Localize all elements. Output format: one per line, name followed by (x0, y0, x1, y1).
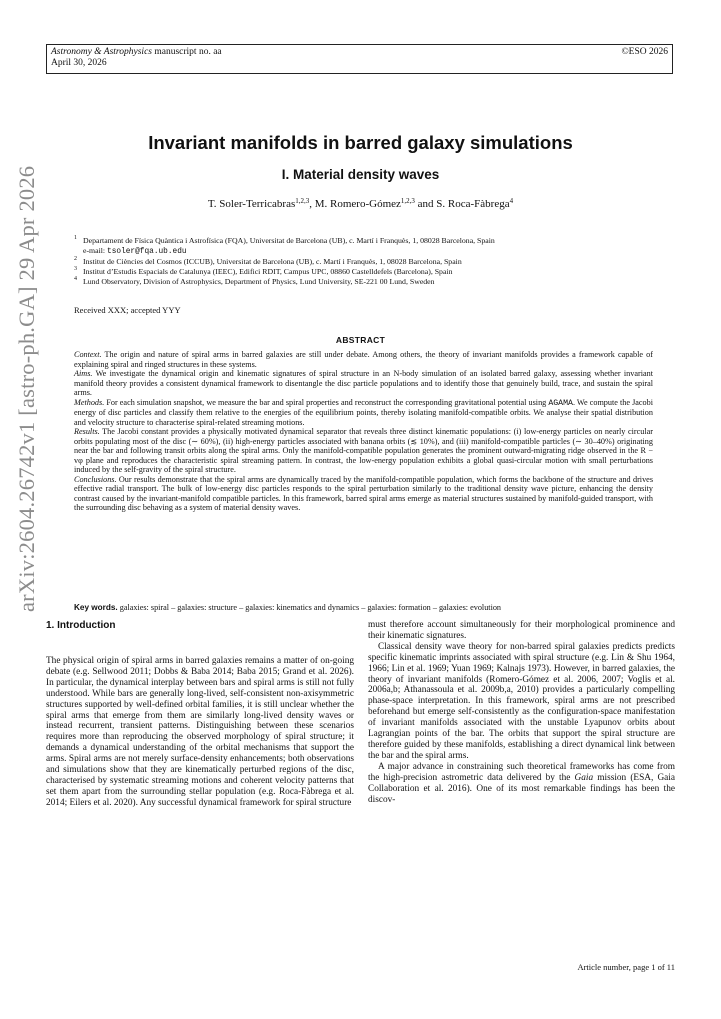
email-label: e-mail: (83, 245, 108, 255)
mission-name: Gaia (574, 772, 594, 783)
abstract-body (74, 350, 653, 513)
abstract-methods (74, 398, 653, 428)
affiliation-item (74, 277, 674, 287)
paragraph-text: A major advance in constraining such theoretical frameworks has come from the high-precision astrometric data delivered by the (368, 761, 675, 783)
conclusions-label: Conclusions. (74, 474, 117, 484)
affiliation-text: Institut de Ciències del Cosmos (ICCUB), Universitat de Barcelona (UB), c. Martí i Franquès, 1, 08028 Barcelona, Spain (83, 257, 462, 267)
abstract-results (74, 427, 653, 475)
journal-header (46, 44, 673, 74)
affiliations (74, 236, 674, 287)
right-column (368, 620, 675, 805)
paper-subtitle: I. Material density waves (281, 167, 440, 182)
keywords-text: galaxies: spiral – galaxies: structure – galaxies: kinematics and dynamics – galaxies: formation – galaxies: evolution (117, 603, 502, 612)
manuscript-number: manuscript no. aa (151, 47, 222, 57)
keywords (74, 603, 654, 612)
affiliation-number: 4 (74, 275, 77, 282)
author-affiliation-marks: 4 (509, 197, 514, 205)
affiliation-number: 3 (74, 266, 77, 273)
affiliation-item (74, 267, 674, 277)
methods-text: For each simulation snapshot, we measure the bar and spiral properties and reconstruct the corresponding gravitational potential using (104, 397, 549, 407)
abstract-conclusions (74, 475, 653, 513)
context-text: The origin and nature of spiral arms in barred galaxies are still under debate. Among others, the theory of invariant manifolds provides a framework capable of explaining spiral and ringed structures in these systems. (74, 350, 653, 369)
left-column (46, 656, 354, 809)
affiliation-number: 2 (74, 256, 77, 263)
conclusions-text: Our results demonstrate that the spiral arms are dynamically traced by the manifold-compatible population, which forms the backbone of the structure and drives effective radial transport. The bulk of low-energy disc particles responds to the spiral perturbation similarly to the traditional density wave picture, enhancing the density contrast caused by the invariant-manifold compatible particles. In this framework, barred spiral arms emerge as material structures sustained by manifold-guided transport, with the surrounding disc behaving as a system of material density waves. (74, 474, 653, 512)
affiliation-text: Lund Observatory, Division of Astrophysics, Department of Physics, Lund University, SE-221 00 Lund, Sweden (83, 276, 435, 286)
paragraph-text-cont: mission (ESA, Gaia Collaboration et al. 2016). One of its most remarkable findings has been the discov- (368, 772, 676, 805)
author-name: , M. Romero-Gómez (309, 198, 401, 210)
copyright: ©ESO 2026 (621, 47, 668, 57)
received-dates: Received XXX; accepted YYY (74, 305, 181, 315)
journal-name: Astronomy & Astrophysics (51, 47, 152, 57)
abstract-context (74, 350, 653, 369)
section-heading: 1. Introduction (46, 620, 116, 631)
arxiv-identifier: arXiv:2604.26742v1 [astro-ph.GA] 29 Apr 2026 (14, 165, 39, 612)
page-footer: Article number, page 1 of 11 (577, 962, 675, 972)
affiliation-item (74, 257, 674, 267)
code-name: AGAMA (548, 398, 573, 408)
author-affiliation-marks: 1,2,3 (400, 197, 415, 205)
paragraph: The physical origin of spiral arms in barred galaxies remains a matter of on-going debate (e.g. Sellwood 2011; Dobbs & Baba 2014; Baba 2015; Grand et al. 2026). In particular, the dynamical interplay between bars and spiral arms is still not fully understood. While bars are generally long-lived, self-consistent non-axisymmetric structures supported by well-defined orbital families, it is still unclear whether the spiral arms that emerge from them are similarly long-lived density waves or instead recurrent, transient patterns. Distinguishing between these scenarios requires more than reproducing the observed morphology of spiral structure; it demands a dynamical understanding of the orbital mechanisms that support the arms. Spiral arms are not merely surface-density enhancements; both observations and simulations show that they are kinematically perturbed regions of the disc, characterised by systematic streaming motions and coherent velocity patterns that set them apart from the surrounding stellar population (e.g. Roca-Fàbrega et al. 2014; Eilers et al. 2020). Any successful dynamical framework for spiral structure (46, 656, 354, 808)
journal-line (51, 47, 668, 58)
affiliation-number: 1 (74, 235, 77, 241)
author-affiliation-marks: 1,2,3 (295, 197, 310, 205)
methods-text-cont: . We compute the Jacobi energy of disc particles and classify them relative to the energies of the equilibrium points, thereby isolating manifold-compatible orbits. We analyse their spatial distribution and velocity structure to characterise spiral-related streaming motions. (74, 397, 653, 427)
email-link[interactable]: tsoler@fqa.ub.edu (107, 247, 187, 256)
author-name: and S. Roca-Fàbrega (414, 198, 510, 210)
results-label: Results. (74, 427, 100, 436)
paragraph (368, 762, 675, 806)
abstract-aims (74, 369, 653, 398)
paper-title: Invariant manifolds in barred galaxy simulations (148, 132, 573, 153)
affiliation-text: Institut d’Estudis Espacials de Catalunya (IEEC), Edifici RDIT, Campus UPC, 08860 Castelldefels (Barcelona), Spain (83, 267, 453, 277)
paragraph: must therefore account simultaneously for their morphological prominence and their kinematic signatures. (368, 620, 675, 641)
results-text: The Jacobi constant provides a physically motivated dynamical separator that reveals three distinct kinematic populations: (i) low-energy particles on nearly circular orbits populating most of the disc (∼ 60%), (ii) high-energy particles associated with banana orbits (≲ 10%), and (iii) manifold-compatible particles (∼ 30–40%) originating near the bar and following transit orbits along the spiral arms. Only the manifold-compatible population generates the prominent outward-migrating ridge observed in the R − vφ plane and reproduces the characteristic spiral streaming pattern. In contrast, the low-energy population exhibits a global quasi-circular motion with small perturbations induced by the self-gravity of the spiral structure. (74, 427, 653, 474)
abstract-heading: ABSTRACT (335, 335, 386, 345)
paragraph: Classical density wave theory for non-barred spiral galaxies predicts predicts specific kinematic imprints associated with spiral structure (e.g. Lin & Shu 1964, 1966; Lin et al. 1969; Yuan 1969; Kalnajs 1973). However, in barred galaxies, the theory of invariant manifolds (Romero-Gómez et al. 2006, 2007; Voglis et al. 2006a,b; Athanassoula et al. 2009b,a, 2010) provides a particularly compelling phase-space interpretation. In this framework, spiral arms are not prescribed beforehand but emerge self-consistently as the configuration-space manifestation of invariant manifolds associated with the unstable Lyapunov orbits about Lagrangian points of the bar. The orbits that support the spiral structure are therefore guided by these manifolds, establishing a direct dynamical link between the bar and the spiral arms. (368, 641, 675, 761)
author-name: T. Soler-Terricabras (207, 198, 296, 210)
context-label: Context. (74, 350, 102, 359)
methods-label: Methods. (74, 397, 105, 407)
affiliation-text: Departament de Física Quàntica i Astrofísica (FQA), Universitat de Barcelona (UB), c. Martí i Franquès, 1, 08028 Barcelona, Spain (83, 236, 495, 245)
affiliation-email (74, 246, 674, 258)
aims-label: Aims. (74, 369, 93, 378)
header-date: April 30, 2026 (51, 58, 107, 68)
keywords-label: Key words. (74, 603, 118, 612)
aims-text: We investigate the dynamical origin and kinematic signatures of spiral structure in an N-body simulation of an isolated barred galaxy, assessing whether invariant manifold theory provides a consistent dynamical framework to disentangle the disc particle populations and to identify those that genuinely build, trace, and sustain the spiral arms. (74, 369, 653, 397)
author-list (0, 198, 721, 210)
affiliation-item (74, 236, 674, 246)
